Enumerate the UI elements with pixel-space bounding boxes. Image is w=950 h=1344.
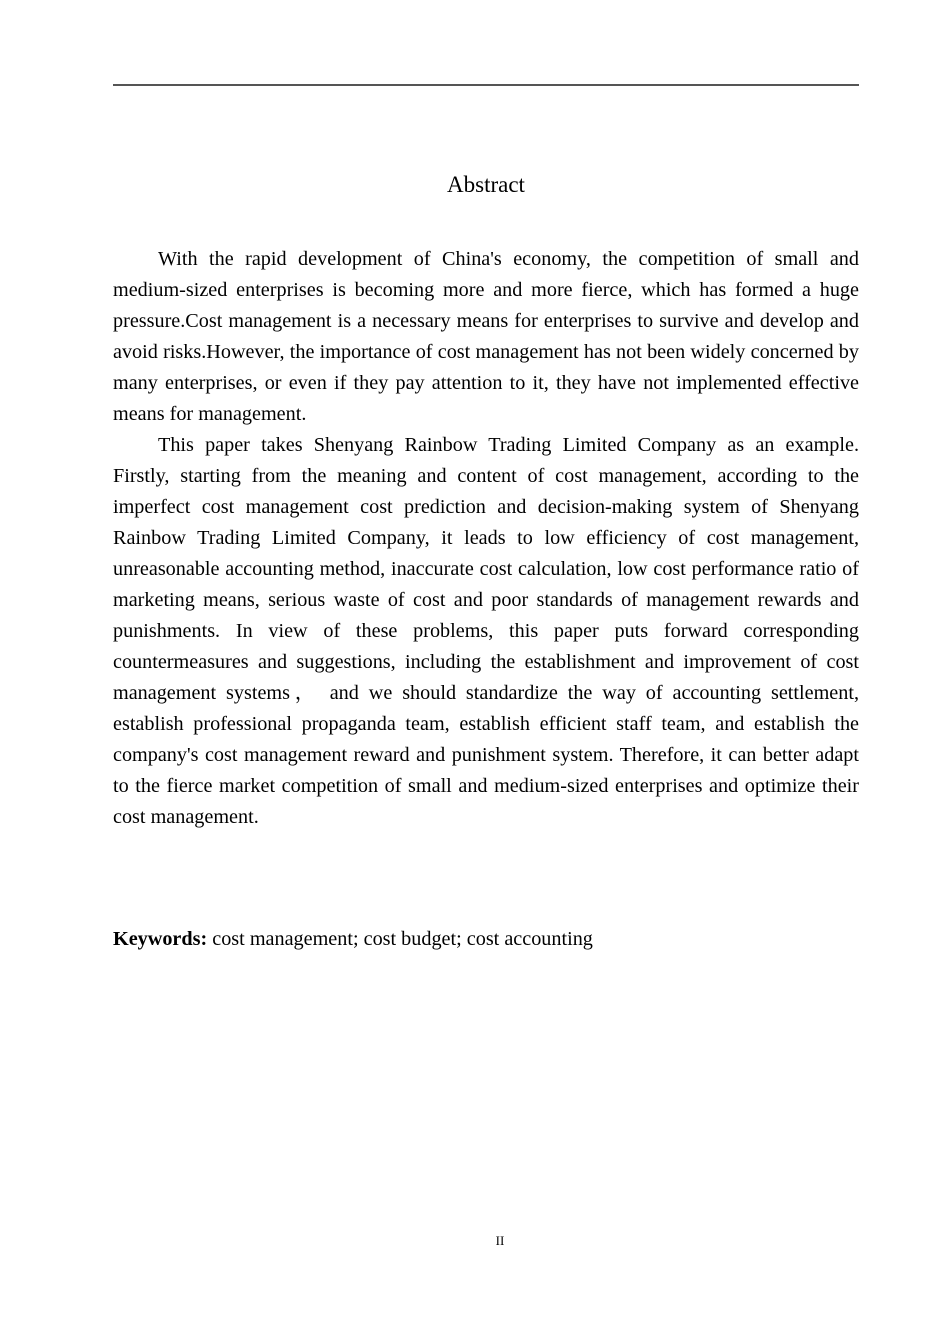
abstract-paragraph-2: This paper takes Shenyang Rainbow Trading Limited Company as an example. Firstly, starting from the meaning and content of cost management, according to the imperfect cost management cost prediction and decision-making system of Shenyang Rainbow Trading Limited Company, it leads to low efficiency of cost management, unreasonable accounting method, inaccurate cost calculation, low cost performance ratio of marketing means, serious waste of cost and poor standards of management rewards and punishments. In view of these problems, this paper puts forward corresponding countermeasures and suggestions, including the establishment and improvement of cost management systems， and we should standardize the way of accounting settlement, establish professional propaganda team, establish efficient staff team, and establish the company's cost management reward and punishment system. Therefore, it can better adapt to the fierce market competition of small and medium-sized enterprises and optimize their cost management.: [113, 434, 859, 828]
abstract-title: Abstract: [447, 172, 525, 197]
page-number: II: [495, 1233, 505, 1248]
header-rule: [113, 84, 859, 86]
abstract-body: [113, 244, 859, 833]
keywords-line: [113, 924, 593, 955]
keywords-label: Keywords:: [113, 928, 208, 950]
keywords-value: cost management; cost budget; cost accounting: [207, 928, 593, 950]
abstract-paragraph-1: With the rapid development of China's economy, the competition of small and medium-sized enterprises is becoming more and more fierce, which has formed a huge pressure.Cost management is a necessary means for enterprises to survive and develop and avoid risks.However, the importance of cost management has not been widely concerned by many enterprises, or even if they pay attention to it, they have not implemented effective means for management.: [113, 248, 859, 425]
